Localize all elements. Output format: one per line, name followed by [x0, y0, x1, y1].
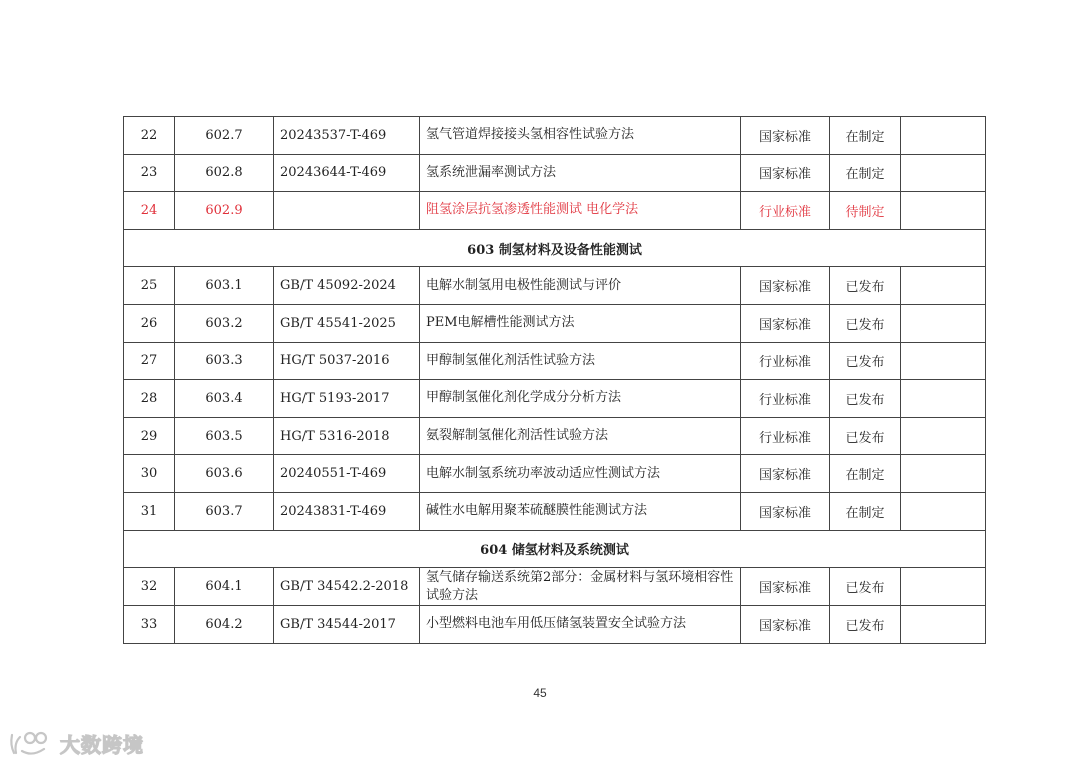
standard-type-cell: 国家标准 [741, 455, 830, 493]
standard-name-cell: 氢气管道焊接接头氢相容性试验方法 [420, 117, 741, 155]
standard-code-cell [274, 192, 420, 230]
category-code-cell: 603.1 [175, 267, 274, 305]
table-row [124, 304, 986, 342]
standard-code-cell: GB/T 34544-2017 [274, 606, 420, 644]
table-row [124, 380, 986, 418]
category-code-cell: 603.5 [175, 417, 274, 455]
table-row [124, 568, 986, 606]
section-title: 603 制氢材料及设备性能测试 [124, 229, 986, 267]
table-row [124, 154, 986, 192]
standard-code-cell: GB/T 45092-2024 [274, 267, 420, 305]
category-code-cell: 602.9 [175, 192, 274, 230]
table-row [124, 267, 986, 305]
remarks-cell [901, 455, 986, 493]
table-row [124, 492, 986, 530]
standard-name-cell: 甲醇制氢催化剂化学成分分析方法 [420, 380, 741, 418]
standard-code-cell: 20240551-T-469 [274, 455, 420, 493]
standard-name-cell: 电解水制氢系统功率波动适应性测试方法 [420, 455, 741, 493]
standard-type-cell: 国家标准 [741, 154, 830, 192]
remarks-cell [901, 606, 986, 644]
standard-name-cell: PEM电解槽性能测试方法 [420, 304, 741, 342]
standard-name-cell: 甲醇制氢催化剂活性试验方法 [420, 342, 741, 380]
standard-type-cell: 行业标准 [741, 192, 830, 230]
watermark-text: 大数跨境 [60, 732, 144, 757]
standard-code-cell: 20243644-T-469 [274, 154, 420, 192]
standard-name-cell: 氢气储存输送系统第2部分：金属材料与氢环境相容性试验方法 [420, 568, 741, 606]
row-number-cell: 29 [124, 417, 175, 455]
category-code-cell: 602.7 [175, 117, 274, 155]
standard-type-cell: 行业标准 [741, 342, 830, 380]
category-code-cell: 603.7 [175, 492, 274, 530]
standard-code-cell: 20243831-T-469 [274, 492, 420, 530]
row-number-cell: 23 [124, 154, 175, 192]
category-code-cell: 602.8 [175, 154, 274, 192]
standard-code-cell: 20243537-T-469 [274, 117, 420, 155]
standard-type-cell: 国家标准 [741, 117, 830, 155]
standard-type-cell: 行业标准 [741, 417, 830, 455]
row-number-cell: 24 [124, 192, 175, 230]
row-number-cell: 26 [124, 304, 175, 342]
standard-code-cell: GB/T 45541-2025 [274, 304, 420, 342]
standard-code-cell: HG/T 5316-2018 [274, 417, 420, 455]
status-cell: 已发布 [830, 606, 901, 644]
standard-type-cell: 行业标准 [741, 380, 830, 418]
standard-name-cell: 电解水制氢用电极性能测试与评价 [420, 267, 741, 305]
status-cell: 在制定 [830, 117, 901, 155]
table-row [124, 606, 986, 644]
standard-type-cell: 国家标准 [741, 267, 830, 305]
row-number-cell: 28 [124, 380, 175, 418]
remarks-cell [901, 380, 986, 418]
standard-code-cell: HG/T 5037-2016 [274, 342, 420, 380]
status-cell: 已发布 [830, 568, 901, 606]
remarks-cell [901, 304, 986, 342]
row-number-cell: 32 [124, 568, 175, 606]
remarks-cell [901, 417, 986, 455]
status-cell: 在制定 [830, 492, 901, 530]
table-row [124, 342, 986, 380]
standard-name-cell: 氨裂解制氢催化剂活性试验方法 [420, 417, 741, 455]
standard-name-cell: 小型燃料电池车用低压储氢装置安全试验方法 [420, 606, 741, 644]
status-cell: 在制定 [830, 154, 901, 192]
standard-type-cell: 国家标准 [741, 568, 830, 606]
row-number-cell: 33 [124, 606, 175, 644]
remarks-cell [901, 342, 986, 380]
row-number-cell: 31 [124, 492, 175, 530]
standard-code-cell: GB/T 34542.2-2018 [274, 568, 420, 606]
table-row [124, 117, 986, 155]
status-cell: 已发布 [830, 267, 901, 305]
category-code-cell: 603.3 [175, 342, 274, 380]
standard-type-cell: 国家标准 [741, 606, 830, 644]
table-row [124, 192, 986, 230]
status-cell: 在制定 [830, 455, 901, 493]
standards-table [123, 116, 986, 644]
section-title: 604 储氢材料及系统测试 [124, 530, 986, 568]
remarks-cell [901, 492, 986, 530]
standard-type-cell: 国家标准 [741, 304, 830, 342]
page-number: 45 [533, 686, 547, 700]
row-number-cell: 25 [124, 267, 175, 305]
category-code-cell: 603.4 [175, 380, 274, 418]
remarks-cell [901, 568, 986, 606]
row-number-cell: 30 [124, 455, 175, 493]
status-cell: 已发布 [830, 342, 901, 380]
status-cell: 已发布 [830, 304, 901, 342]
status-cell: 已发布 [830, 380, 901, 418]
standard-type-cell: 国家标准 [741, 492, 830, 530]
standard-name-cell: 氢系统泄漏率测试方法 [420, 154, 741, 192]
remarks-cell [901, 267, 986, 305]
table-row [124, 417, 986, 455]
status-cell: 已发布 [830, 417, 901, 455]
row-number-cell: 27 [124, 342, 175, 380]
section-header-row [124, 530, 986, 568]
standard-name-cell: 碱性水电解用聚苯硫醚膜性能测试方法 [420, 492, 741, 530]
category-code-cell: 603.2 [175, 304, 274, 342]
remarks-cell [901, 154, 986, 192]
remarks-cell [901, 117, 986, 155]
category-code-cell: 604.2 [175, 606, 274, 644]
standard-name-cell: 阻氢涂层抗氢渗透性能测试 电化学法 [420, 192, 741, 230]
category-code-cell: 604.1 [175, 568, 274, 606]
row-number-cell: 22 [124, 117, 175, 155]
status-cell: 待制定 [830, 192, 901, 230]
brand-logo-icon [8, 729, 54, 757]
section-header-row [124, 229, 986, 267]
standard-code-cell: HG/T 5193-2017 [274, 380, 420, 418]
watermark [8, 727, 144, 759]
remarks-cell [901, 192, 986, 230]
table-row [124, 455, 986, 493]
category-code-cell: 603.6 [175, 455, 274, 493]
